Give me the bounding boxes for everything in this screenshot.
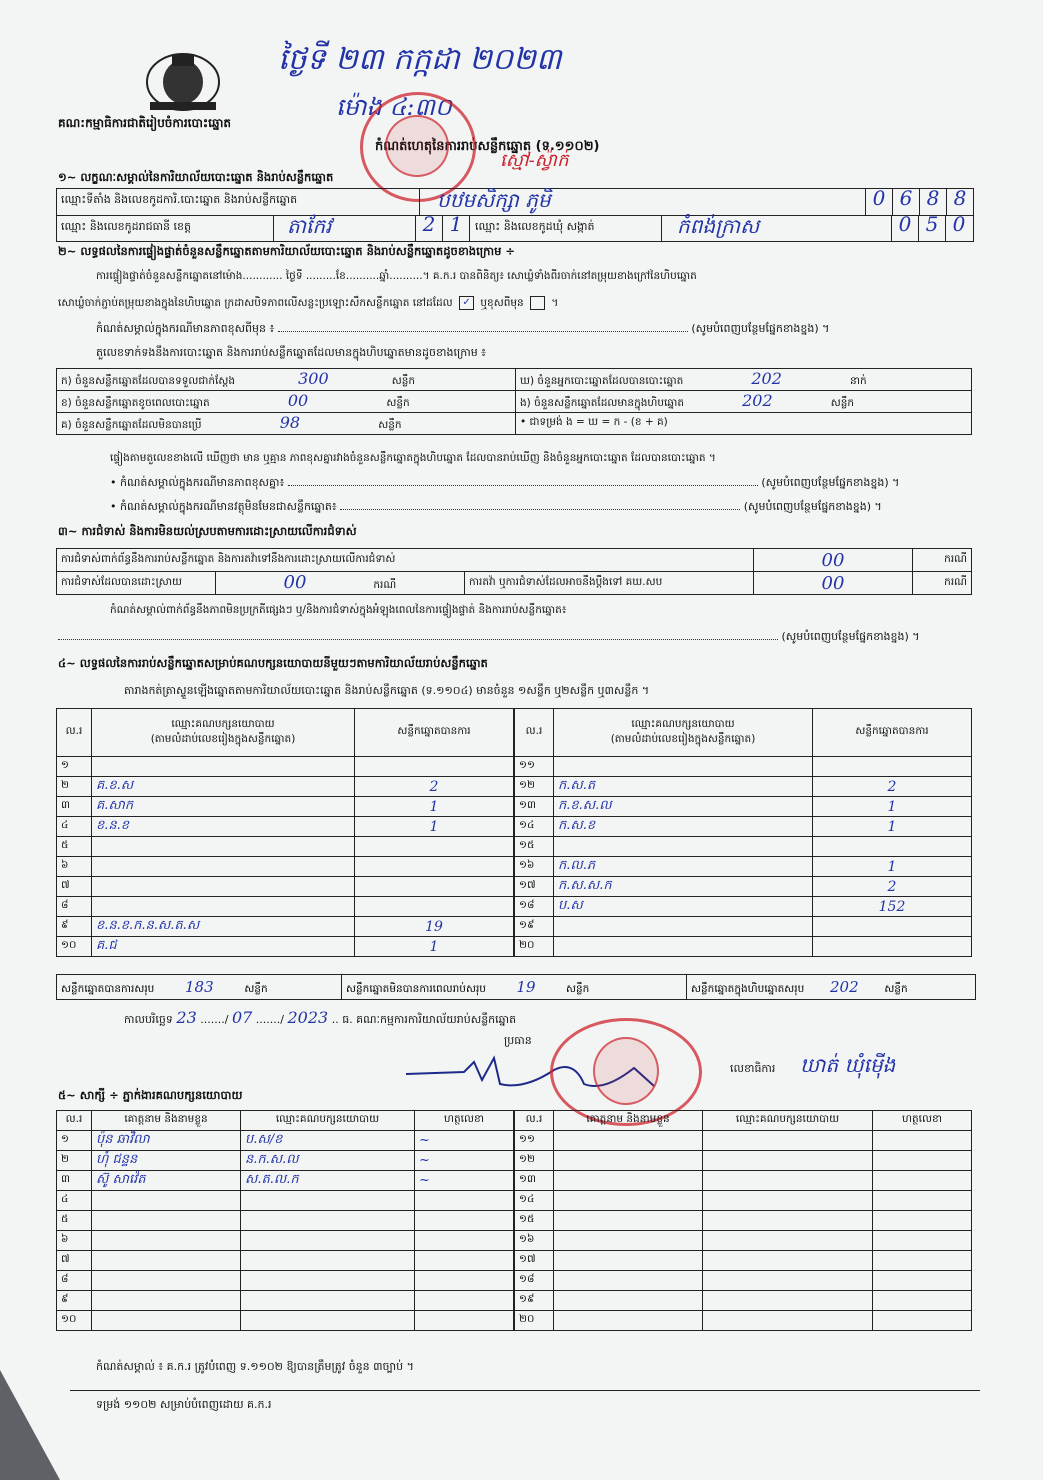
official-seal-top: [360, 92, 476, 202]
witness-signature: [415, 1231, 514, 1251]
witness-party: [703, 1271, 873, 1291]
handwritten-time: ម៉ោង ៤:៣០: [336, 93, 452, 121]
witness-party: [241, 1311, 415, 1331]
section2-line1: ការផ្ទៀងផ្ទាត់ចំនួនសន្លឹកឆ្នោតនៅម៉ោង............ ថ្ងៃទី .........ខែ..........ឆ្នាំ..........។ គ.ក.រ បានពិនិត្យ៖ សោឃ្លំទាំងពីរចាក់នៅតម្រុយខាងក្រៅនៃហិបឆ្នោត: [96, 270, 697, 282]
valid-votes: [355, 837, 514, 857]
valid-votes: [813, 837, 972, 857]
witness-party: ស.ត.ល.ក: [241, 1171, 415, 1191]
row-number: ១: [57, 757, 92, 777]
witness-party: ន.ក.ស.ល: [241, 1151, 415, 1171]
table-row: ការជំទាស់ដែលបានដោះស្រាយ 00 ករណី ការតវ៉ា ឬការជំទាស់ដែលអាចនឹងប្តឹងទៅ គឃ.សប 00 ករណី: [57, 572, 972, 595]
table-row: [515, 877, 972, 897]
witness-signature: ~: [415, 1171, 514, 1191]
row-number: ៨: [57, 897, 92, 917]
table-header: ល.រ គោត្តនាម និងនាមខ្លួន ឈ្មោះគណបក្សនយោបាយ ហត្ថលេខា: [57, 1111, 514, 1131]
party-name: ក.ល.ភ: [554, 857, 813, 877]
witness-name: [554, 1291, 703, 1311]
footer-divider: [70, 1390, 980, 1391]
witness-signature: [873, 1131, 972, 1151]
section4-intro: តារាងកត់ត្រាស្ទួនឡើងឆ្នោតតាមការិយាល័យបោះឆ្នោត និងរាប់សន្លឹកឆ្នោត (ទ.១១០៤) មានចំនួន ១សន្លឹក ឬ២សន្លឹក ឬ៣សន្លឹក ។: [124, 684, 650, 697]
valid-votes: [355, 757, 514, 777]
footer-note: កំណត់សម្គាល់ ៖ គ.ក.រ ត្រូវបំពេញ ទ.១១០២ ឱ្យបានត្រឹមត្រូវ ចំនួន ៣ច្បាប់ ។: [96, 1360, 414, 1373]
row-number: ១៦: [515, 857, 554, 877]
table-row: [515, 1271, 972, 1291]
row-number: ៥: [57, 1211, 92, 1231]
row-number: ៩: [57, 917, 92, 937]
province-code: 2 1: [415, 215, 470, 241]
party-name: [92, 857, 355, 877]
witness-name: [92, 1271, 241, 1291]
witness-signature: [415, 1271, 514, 1291]
chair-label: ប្រធាន: [504, 1034, 532, 1047]
table-row: [515, 1251, 972, 1271]
valid-votes: 2: [355, 777, 514, 797]
section5-title: ៥~ សាក្សី ÷ ភ្នាក់ងារគណបក្សនយោបាយ: [58, 1088, 243, 1102]
witness-table-left: [56, 1110, 514, 1331]
table-row: [57, 1191, 514, 1211]
party-name: ក.ខ.ស.ល: [554, 797, 813, 817]
valid-votes: [355, 877, 514, 897]
witness-signature: [415, 1251, 514, 1271]
witness-party: [703, 1231, 873, 1251]
party-name: ក.ស.ខ: [554, 817, 813, 837]
table-row: [515, 1131, 972, 1151]
row-number: ២០: [515, 1311, 554, 1331]
party-name: [92, 837, 355, 857]
results-table-right: [514, 708, 972, 957]
witness-party: [241, 1271, 415, 1291]
witness-party: [703, 1171, 873, 1191]
date-year: 2023: [287, 1008, 329, 1027]
table-row: [515, 897, 972, 917]
witness-signature: [873, 1291, 972, 1311]
witness-signature: [873, 1211, 972, 1231]
row-number: ៤: [57, 1191, 92, 1211]
party-name: គ.ជ: [92, 937, 355, 957]
table-header: ល.រ គោត្តនាម និងនាមខ្លួន ឈ្មោះគណបក្សនយោបាយ ហត្ថលេខា: [515, 1111, 972, 1131]
witness-name: [554, 1171, 703, 1191]
valid-votes: 1: [355, 797, 514, 817]
table-row: [57, 1151, 514, 1171]
table-row: [515, 817, 972, 837]
valid-votes: 1: [813, 817, 972, 837]
row-number: ១៨: [515, 1271, 554, 1291]
party-name: [92, 877, 355, 897]
row-number: ១១: [515, 757, 554, 777]
section2-note: កំណត់សម្គាល់ក្នុងករណីមានភាពខុសពីមុន ៖ (សូមបំពេញបន្ថែមផ្នែកខាងខ្នង) ។: [96, 322, 830, 335]
valid-votes: [355, 897, 514, 917]
irregularities-note: កំណត់សម្គាល់ពាក់ព័ន្ធនឹងភាពមិនប្រក្រតីផ្សេងៗ ឬ/និងការជំទាស់ក្នុងអំឡុងពេលនៃការផ្ទៀងផ្ទាត់ និងការរាប់សន្លឹកឆ្នោត៖: [110, 604, 567, 616]
witness-name: [554, 1191, 703, 1211]
footer-bottom: ទម្រង់ ១១០២ សម្រាប់បំពេញដោយ គ.ក.រ: [96, 1398, 272, 1411]
row-number: ១៣: [515, 1171, 554, 1191]
witness-signature: [415, 1191, 514, 1211]
row-number: ២: [57, 1151, 92, 1171]
nec-logo-icon: [142, 44, 224, 114]
table-row: [57, 817, 514, 837]
table-row: [57, 1131, 514, 1151]
witness-party: [703, 1311, 873, 1331]
location-code: 0 6 8 8: [865, 189, 973, 215]
province-label: ឈ្មោះ និងលេខកូដរាជធានី ខេត្ត: [61, 220, 191, 233]
witness-name: [554, 1151, 703, 1171]
spoiled-value: 00: [287, 391, 309, 410]
witness-signature: [873, 1191, 972, 1211]
table-row: [515, 1211, 972, 1231]
witness-name: [554, 1211, 703, 1231]
witness-name: [554, 1251, 703, 1271]
party-name: [554, 937, 813, 957]
valid-votes: 1: [355, 817, 514, 837]
witness-signature: [415, 1211, 514, 1231]
valid-votes: 1: [813, 797, 972, 817]
row-number: ១៦: [515, 1231, 554, 1251]
party-name: ខ.ន.ខ: [92, 817, 355, 837]
unchanged-checkbox[interactable]: ✓: [459, 296, 474, 310]
row-number: ១២: [515, 777, 554, 797]
witness-party: [703, 1151, 873, 1171]
witness-signature: ~: [415, 1151, 514, 1171]
table-row: [57, 757, 514, 777]
row-number: ៦: [57, 1231, 92, 1251]
table-row: [57, 937, 514, 957]
table-row: [515, 917, 972, 937]
row-number: ១៧: [515, 1251, 554, 1271]
row-number: ១៩: [515, 917, 554, 937]
row-number: ៥: [57, 837, 92, 857]
total-invalid-value: 19: [516, 978, 536, 996]
section1-table: [56, 188, 974, 242]
table-row: [57, 1311, 514, 1331]
commune-label: ឈ្មោះ និងលេខកូដឃុំ សង្កាត់: [475, 220, 595, 233]
party-name: គ.ខ.ស: [92, 777, 355, 797]
valid-votes: [355, 857, 514, 877]
party-name: គ.សាក: [92, 797, 355, 817]
valid-votes: 2: [813, 777, 972, 797]
secretary-signature: ឃាត់ ឃុំម៉ើង: [800, 1053, 896, 1077]
table-row: [515, 1151, 972, 1171]
witness-party: [241, 1231, 415, 1251]
witness-name: [554, 1271, 703, 1291]
witness-name: [554, 1131, 703, 1151]
row-number: ៣: [57, 797, 92, 817]
resolved-value: 00: [283, 572, 307, 593]
difference-note: • កំណត់សម្គាល់ក្នុងករណីមានភាពខុសគ្នា៖ (សូមបំពេញបន្ថែមផ្នែកខាងខ្នង) ។: [110, 476, 900, 489]
table-row: ការជំទាស់ពាក់ព័ន្ធនឹងការរាប់សន្លឹកឆ្នោត និងការតវ៉ាទៅនឹងការដោះស្រាយលើការជំទាស់ 00 ករណី: [57, 549, 972, 572]
witness-name: [554, 1231, 703, 1251]
party-name: ប.ស: [554, 897, 813, 917]
witness-signature: [873, 1251, 972, 1271]
row-number: ១៤: [515, 1191, 554, 1211]
witness-party: [703, 1191, 873, 1211]
unused-value: 98: [279, 413, 301, 432]
row-number: ៩: [57, 1291, 92, 1311]
table-row: [57, 797, 514, 817]
commune-code: 0 5 0: [891, 215, 972, 241]
table-row: [57, 1171, 514, 1191]
changed-checkbox[interactable]: [530, 296, 545, 310]
witness-name: [92, 1291, 241, 1311]
witness-table-right: [514, 1110, 972, 1331]
witness-party: [703, 1211, 873, 1231]
valid-votes: [813, 757, 972, 777]
party-name: [92, 897, 355, 917]
form-title: កំណត់ហេតុនៃការរាប់សន្លឹកឆ្នោត (ទ.១១០២): [375, 139, 600, 154]
witness-name: ស៊ូ សាវ៉េត: [92, 1171, 241, 1191]
table-row: [57, 1231, 514, 1251]
party-name: ក.ស.ស.ក: [554, 877, 813, 897]
row-number: ៣: [57, 1171, 92, 1191]
location-value: បឋមសិក្សា ភូមិ: [437, 188, 551, 212]
section2-line2: សោឃ្លំចាក់ភ្ជាប់តម្រុយខាងក្នុងនៃហិបឆ្នោត ក្រដាសបិទភាពលើសន្លះប្រឡោះសឹកសន្លឹកឆ្នោត នៅដដែល ✓ ឬខុសពីមុន ។: [58, 297, 559, 309]
row-number: ១៣: [515, 797, 554, 817]
table-row: [57, 897, 514, 917]
total-box-value: 202: [829, 978, 859, 996]
witness-name: [92, 1251, 241, 1271]
valid-votes: 2: [813, 877, 972, 897]
witness-signature: [415, 1311, 514, 1331]
row-number: ២០: [515, 937, 554, 957]
party-name: [554, 837, 813, 857]
witness-party: ប.ស/ខ: [241, 1131, 415, 1151]
witness-party: [703, 1291, 873, 1311]
red-stamp-text: ស្មៅ-ស្វ៉ាក់: [500, 150, 569, 171]
table-row: [515, 1171, 972, 1191]
row-number: ១៤: [515, 817, 554, 837]
witness-signature: ~: [415, 1131, 514, 1151]
table-row: [57, 877, 514, 897]
row-number: ២: [57, 777, 92, 797]
irregularities-line: (សូមបំពេញបន្ថែមផ្នែកខាងខ្នង) ។: [58, 630, 972, 646]
table-row: [57, 857, 514, 877]
row-number: ៧: [57, 877, 92, 897]
witness-party: [703, 1251, 873, 1271]
date-day: 23: [176, 1008, 197, 1027]
ballot-count-table: [56, 368, 972, 435]
table-row: ខ) ចំនួនសន្លឹកឆ្នោតខូចពេលបោះឆ្នោត 00 សន្លឹក ង) ចំនួនសន្លឹកឆ្នោតដែលមានក្នុងហិបឆ្នោត 202 សន្លឹក: [57, 391, 972, 413]
row-number: ១០: [57, 1311, 92, 1331]
handwritten-date: ថ្ងៃទី ២៣ កក្កដា ២០២៣: [278, 42, 562, 77]
table-row: គ) ចំនួនសន្លឹកឆ្នោតដែលមិនបានប្រើ 98 សន្លឹក • ជាទម្រង់ ង = ឃ = ក - (ខ + គ): [57, 413, 972, 435]
foreign-object-note: • កំណត់សម្គាល់ក្នុងករណីមានវត្ថុមិនមែនជាសន្លឹកឆ្នោត៖ (សូមបំពេញបន្ថែមផ្នែកខាងខ្នង) ។: [110, 500, 882, 513]
voters-value: 202: [751, 369, 782, 388]
section2-intro: តួលេខទាក់ទងនឹងការបោះឆ្នោត និងការរាប់សន្លឹកឆ្នោតដែលមានក្នុងហិបឆ្នោតមានដូចខាងក្រោម ៖: [96, 346, 487, 359]
witness-party: [241, 1191, 415, 1211]
table-row: [515, 837, 972, 857]
witness-signature: [415, 1291, 514, 1311]
row-number: ១១: [515, 1131, 554, 1151]
row-number: ១២: [515, 1151, 554, 1171]
table-row: [57, 837, 514, 857]
witness-name: ប៉ុន ឆាវិលា: [92, 1131, 241, 1151]
row-number: ១៥: [515, 1211, 554, 1231]
row-number: ៤: [57, 817, 92, 837]
totals-row: សន្លឹកឆ្នោតបានការសរុប 183 សន្លឹក សន្លឹកឆ្នោតមិនបានការពេលរាប់សរុប 19 សន្លឹក សន្លឹកឆ្នោតក្នុងហិបឆ្នោតសរុប 202 សន្លឹក: [56, 974, 976, 1000]
table-row: [515, 857, 972, 877]
witness-name: [92, 1311, 241, 1331]
row-number: ៨: [57, 1271, 92, 1291]
witness-party: [241, 1291, 415, 1311]
witness-name: [92, 1211, 241, 1231]
party-name: ក.ស.ត: [554, 777, 813, 797]
witness-party: [703, 1131, 873, 1151]
total-valid-value: 183: [184, 978, 214, 996]
witness-signature: [873, 1231, 972, 1251]
row-number: ១: [57, 1131, 92, 1151]
witness-signature: [873, 1171, 972, 1191]
page-corner: [0, 1370, 60, 1480]
results-table-left: [56, 708, 514, 957]
row-number: ១០: [57, 937, 92, 957]
witness-party: [241, 1251, 415, 1271]
commune-value: កំពង់ក្រាស: [677, 214, 760, 238]
date-month: 07: [231, 1008, 253, 1027]
party-name: ខ.ន.ខ.ក.ន.ស.ត.ស: [92, 917, 355, 937]
table-row: [57, 1291, 514, 1311]
witness-name: [92, 1191, 241, 1211]
table-header: ល.រ ឈ្មោះគណបក្សនយោបាយ (តាមលំដាប់លេខរៀងក្នុងសន្លឹកឆ្នោត) សន្លឹកឆ្នោតបានការ: [515, 709, 972, 757]
section2-title: ២~ លទ្ធផលនៃការផ្ទៀងផ្ទាត់ចំនួនសន្លឹកឆ្នោតតាមការិយាល័យបោះឆ្នោត និងរាប់សន្លឹកឆ្នោតដូចខាងក្រោម ÷: [58, 244, 516, 258]
row-number: ៦: [57, 857, 92, 877]
table-row: [57, 777, 514, 797]
witness-name: [554, 1311, 703, 1331]
witness-party: [241, 1211, 415, 1231]
table-row: ក) ចំនួនសន្លឹកឆ្នោតដែលបានទទួលជាក់ស្តែង 300 សន្លឹក ឃ) ចំនួនអ្នកបោះឆ្នោតដែលបានបោះឆ្នោត 202 នាក់: [57, 369, 972, 391]
authority-title: គណ:កម្មាធិការជាតិរៀបចំការបោះឆ្នោត: [58, 116, 232, 130]
secretary-label: លេខាធិការ: [730, 1062, 776, 1075]
received-value: 300: [298, 369, 329, 388]
inbox-value: 202: [742, 391, 773, 410]
row-number: ១៥: [515, 837, 554, 857]
table-row: [57, 1271, 514, 1291]
appeal-value: 00: [821, 572, 845, 594]
compare-line: ផ្ទៀងតាមតួលេខខាងលើ ឃើញថា មាន ឬគ្មាន ភាពខុសគ្នារវាងចំនួនសន្លឹកឆ្នោតក្នុងហិបឆ្នោត ដែលបានរាប់ឃើញ និងចំនួនអ្នកបោះឆ្នោត ដែលបានបោះឆ្នោត ។: [110, 452, 716, 464]
formula: • ជាទម្រង់ ង = ឃ = ក - (ខ + គ): [520, 416, 668, 428]
table-row: [515, 1231, 972, 1251]
witness-signature: [873, 1151, 972, 1171]
table-row: [515, 757, 972, 777]
table-row: [515, 937, 972, 957]
table-row: [515, 1291, 972, 1311]
section1-title: ១~ លក្ខណៈសម្គាល់នៃការិយាល័យបោះឆ្នោត និងរាប់សន្លឹកឆ្នោត: [58, 170, 334, 184]
row-number: ១៨: [515, 897, 554, 917]
party-name: [554, 757, 813, 777]
section4-title: ៤~ លទ្ធផលនៃការរាប់សន្លឹកឆ្នោតសម្រាប់គណបក្សនយោបាយនីមួយៗតាមការិយាល័យរាប់សន្លឹកឆ្នោត: [58, 656, 488, 670]
table-row: [515, 1191, 972, 1211]
section3-title: ៣~ ការជំទាស់ និងការមិនយល់ស្របតាមការដោះស្រាយលើការជំទាស់: [58, 524, 357, 538]
valid-votes: [813, 917, 972, 937]
table-header: ល.រ ឈ្មោះគណបក្សនយោបាយ (តាមលំដាប់លេខរៀងក្នុងសន្លឹកឆ្នោត) សន្លឹកឆ្នោតបានការ: [57, 709, 514, 757]
complaints-value: 00: [821, 549, 845, 571]
province-value: តាកែវ: [287, 214, 332, 238]
table-row: [515, 797, 972, 817]
row-number: ១៧: [515, 877, 554, 897]
valid-votes: 152: [813, 897, 972, 917]
table-row: [57, 917, 514, 937]
table-row: [57, 1251, 514, 1271]
table-row: [515, 1311, 972, 1331]
table-row: [515, 777, 972, 797]
valid-votes: 1: [813, 857, 972, 877]
table-row: [57, 1211, 514, 1231]
date-line: កាលបរិច្ឆេទ 23 ......./ 07 ......./ 2023 .. ធ. គណៈកម្មការការិយាល័យរាប់សន្លឹកឆ្នោត: [124, 1008, 517, 1027]
location-label: ឈ្មោះទីតាំង និងលេខកូដការិ.បោះឆ្នោត និងរាប់សន្លឹកឆ្នោត: [61, 193, 298, 206]
valid-votes: [813, 937, 972, 957]
valid-votes: 19: [355, 917, 514, 937]
witness-name: ហុំ ជន្ទន: [92, 1151, 241, 1171]
complaints-table: [56, 548, 972, 595]
witness-signature: [873, 1271, 972, 1291]
valid-votes: 1: [355, 937, 514, 957]
party-name: [92, 757, 355, 777]
witness-signature: [873, 1311, 972, 1331]
witness-name: [92, 1231, 241, 1251]
party-name: [554, 917, 813, 937]
row-number: ១៩: [515, 1291, 554, 1311]
row-number: ៧: [57, 1251, 92, 1271]
